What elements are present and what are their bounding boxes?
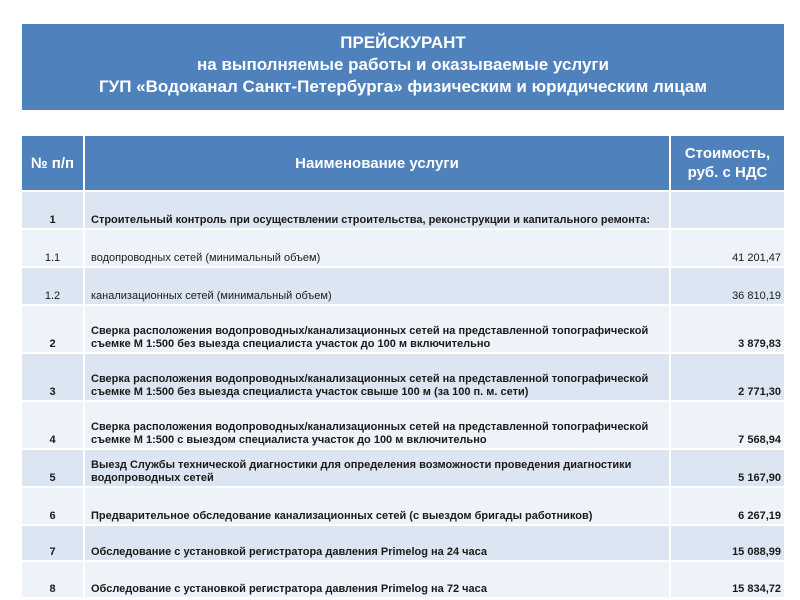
row-price: 6 267,19	[670, 487, 784, 525]
column-header-price: Стоимость, руб. с НДС	[670, 136, 784, 191]
row-number: 6	[22, 487, 84, 525]
column-header-number: № п/п	[22, 136, 84, 191]
row-price: 41 201,47	[670, 229, 784, 267]
table-row	[22, 305, 784, 353]
table-row	[22, 401, 784, 449]
row-service-name: Сверка расположения водопроводных/канализационных сетей на представленной топографической съемке М 1:500 с выездом специалиста участок до 100 м включительно	[84, 401, 670, 449]
row-number: 3	[22, 353, 84, 401]
table-row	[22, 487, 784, 525]
price-table	[22, 136, 784, 597]
row-number: 1	[22, 191, 84, 229]
row-service-name: Обследование с установкой регистратора давления Primelog на 72 часа	[84, 561, 670, 597]
row-service-name: Сверка расположения водопроводных/канализационных сетей на представленной топографической съемке М 1:500 без выезда специалиста участок свыше 100 м (за 100 п. м. сети)	[84, 353, 670, 401]
table-row	[22, 229, 784, 267]
table-row	[22, 267, 784, 305]
row-price: 15 088,99	[670, 525, 784, 561]
row-service-name: водопроводных сетей (минимальный объем)	[84, 229, 670, 267]
title-line-2: на выполняемые работы и оказываемые услуги	[197, 55, 609, 74]
table-row	[22, 353, 784, 401]
row-number: 7	[22, 525, 84, 561]
column-header-service: Наименование услуги	[84, 136, 670, 191]
table-header-row	[22, 136, 784, 191]
row-number: 4	[22, 401, 84, 449]
table-row	[22, 525, 784, 561]
row-number: 1.2	[22, 267, 84, 305]
row-number: 8	[22, 561, 84, 597]
table-row	[22, 561, 784, 597]
row-service-name: канализационных сетей (минимальный объем)	[84, 267, 670, 305]
row-price: 5 167,90	[670, 449, 784, 487]
row-service-name: Предварительное обследование канализационных сетей (с выездом бригады работников)	[84, 487, 670, 525]
row-number: 2	[22, 305, 84, 353]
row-price	[670, 191, 784, 229]
row-price: 2 771,30	[670, 353, 784, 401]
title-banner	[22, 24, 784, 110]
row-number: 5	[22, 449, 84, 487]
title-line-1: ПРЕЙСКУРАНТ	[340, 33, 466, 52]
table-row	[22, 191, 784, 229]
table-row	[22, 449, 784, 487]
row-service-name: Строительный контроль при осуществлении строительства, реконструкции и капитального ремонта:	[84, 191, 670, 229]
row-price: 7 568,94	[670, 401, 784, 449]
row-service-name: Выезд Службы технической диагностики для определения возможности проведения диагностики водопроводных сетей	[84, 449, 670, 487]
row-service-name: Сверка расположения водопроводных/канализационных сетей на представленной топографической съемке М 1:500 без выезда специалиста участок до 100 м включительно	[84, 305, 670, 353]
row-price: 15 834,72	[670, 561, 784, 597]
row-number: 1.1	[22, 229, 84, 267]
title-line-3: ГУП «Водоканал Санкт-Петербурга» физическим и юридическим лицам	[99, 77, 707, 96]
row-price: 36 810,19	[670, 267, 784, 305]
row-service-name: Обследование с установкой регистратора давления Primelog на 24 часа	[84, 525, 670, 561]
row-price: 3 879,83	[670, 305, 784, 353]
